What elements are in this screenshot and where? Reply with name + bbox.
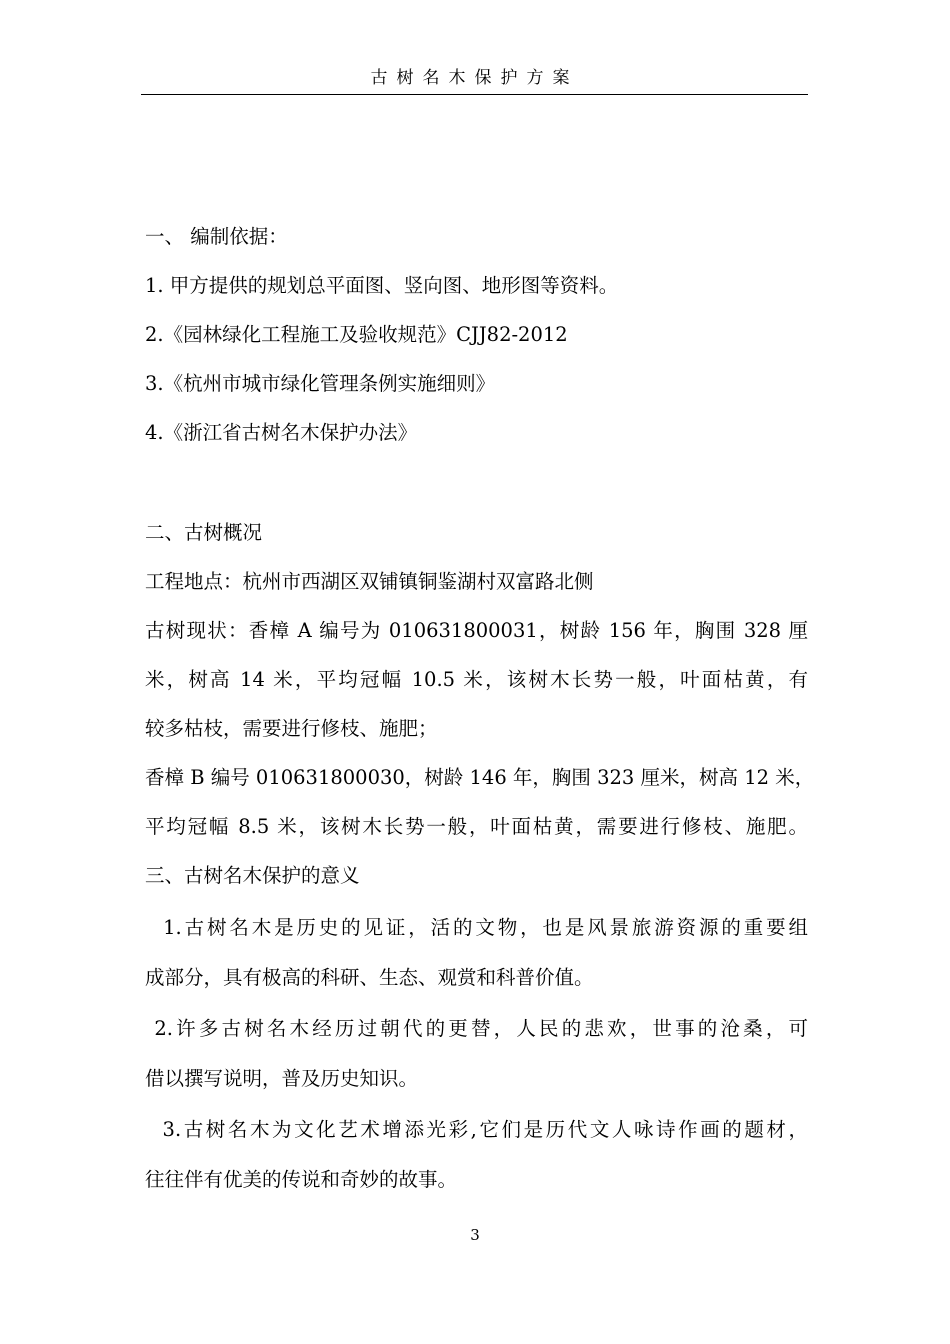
basis-item: 1. 甲方提供的规划总平面图、竖向图、地形图等资料。 xyxy=(145,274,619,297)
tree-status-line: 香樟 B 编号 010631800030，树龄 146 年，胸围 323 厘米，树高 12 米， xyxy=(145,766,815,789)
tree-status-line: 米，树高 14 米，平均冠幅 10.5 米，该树木长势一般，叶面枯黄，有 xyxy=(145,668,808,691)
page-header-title: 古树名木保护方案 xyxy=(370,68,579,88)
significance-line: 往往伴有优美的传说和奇妙的故事。 xyxy=(145,1168,458,1191)
tree-status-line: 较多枯枝，需要进行修枝、施肥； xyxy=(145,717,438,740)
basis-item: 4.《浙江省古树名木保护办法》 xyxy=(145,421,418,444)
significance-line: 成部分，具有极高的科研、生态、观赏和科普价值。 xyxy=(145,966,594,989)
significance-line: 借以撰写说明，普及历史知识。 xyxy=(145,1067,419,1090)
basis-item: 3.《杭州市城市绿化管理条例实施细则》 xyxy=(145,372,496,395)
basis-item: 2.《园林绿化工程施工及验收规范》CJJ82-2012 xyxy=(145,323,568,346)
tree-status-line: 古树现状：香樟 A 编号为 010631800031，树龄 156 年，胸围 328 厘 xyxy=(145,619,808,642)
section-heading-significance: 三、古树名木保护的意义 xyxy=(145,864,360,887)
significance-line: 3.古树名木为文化艺术增添光彩,它们是历代文人咏诗作画的题材， xyxy=(145,1118,808,1141)
project-location: 工程地点：杭州市西湖区双铺镇铜鉴湖村双富路北侧 xyxy=(145,570,594,593)
section-heading-overview: 二、古树概况 xyxy=(145,521,263,544)
section-heading-basis: 一、 编制依据： xyxy=(145,225,288,248)
tree-status-line: 平均冠幅 8.5 米，该树木长势一般，叶面枯黄，需要进行修枝、施肥。 xyxy=(145,815,808,838)
header-divider xyxy=(141,94,808,95)
significance-line: 1.古树名木是历史的见证，活的文物，也是风景旅游资源的重要组 xyxy=(145,916,808,939)
page-number: 3 xyxy=(470,1226,480,1244)
significance-line: 2.许多古树名木经历过朝代的更替，人民的悲欢，世事的沧桑，可 xyxy=(145,1017,808,1040)
